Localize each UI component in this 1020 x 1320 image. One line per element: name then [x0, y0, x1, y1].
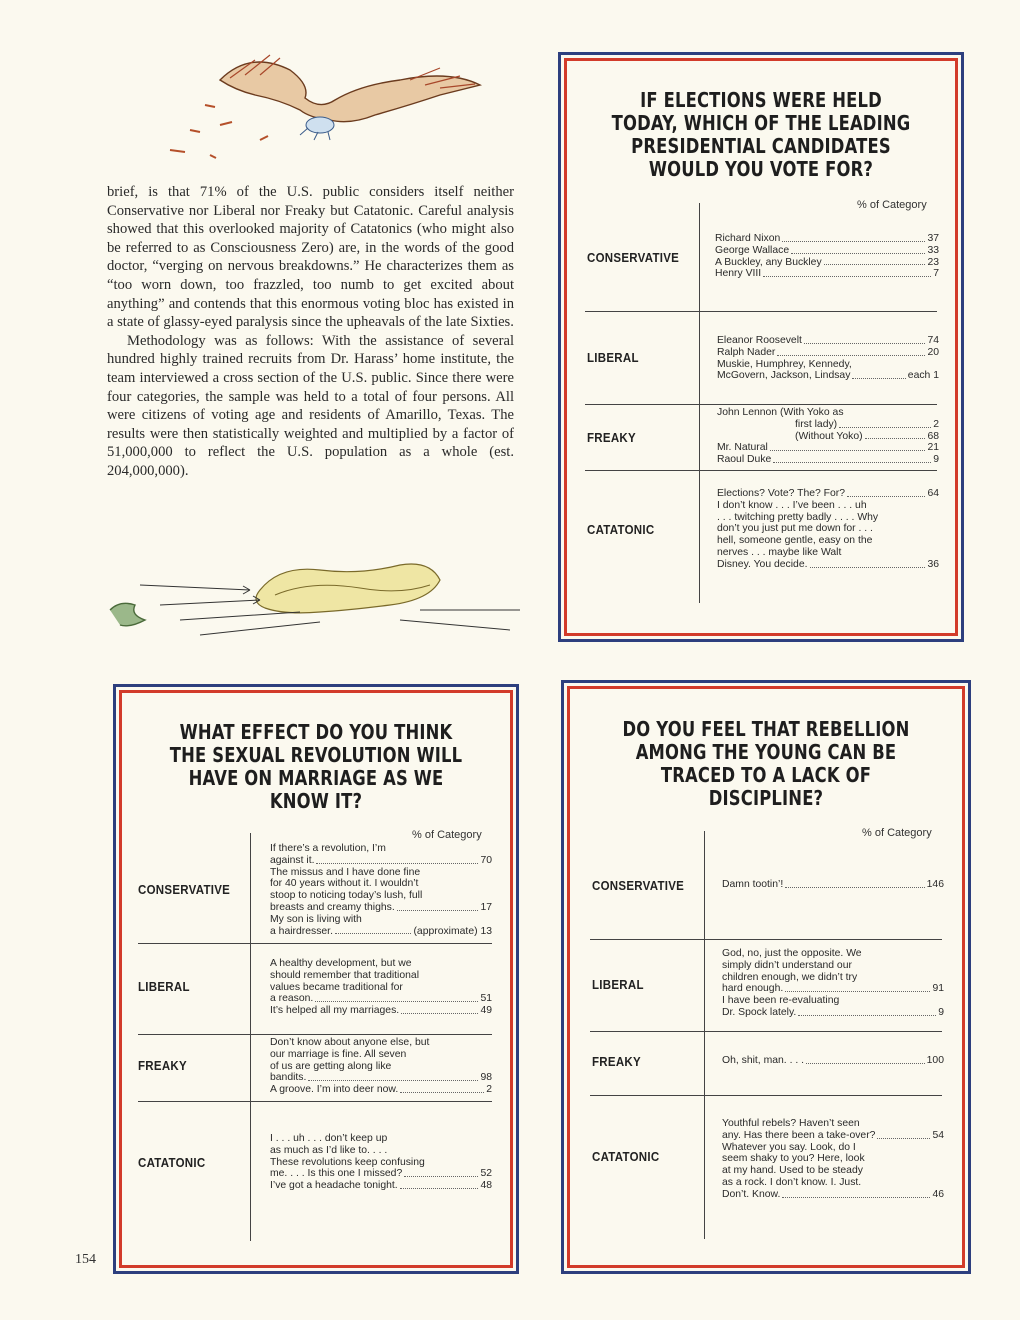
answer-percent: 37: [927, 233, 939, 244]
answer-row: at my hand. Used to be steady: [722, 1165, 863, 1177]
answers-catatonic: [717, 488, 939, 571]
category-label: CATATONIC: [138, 1156, 206, 1170]
answer-percent: 68: [927, 430, 939, 442]
answer-row: [722, 1130, 944, 1142]
pct-header: % of Category: [412, 829, 482, 841]
pct-header: % of Category: [857, 199, 927, 211]
category-label: CATATONIC: [587, 523, 655, 537]
answers-catatonic: [270, 1133, 492, 1192]
answer-row: [270, 1180, 492, 1192]
answer-row: nerves . . . maybe like Walt: [717, 546, 842, 558]
answer-row: [717, 442, 939, 454]
answer-label: a hairdresser.: [270, 925, 333, 937]
answer-row: [717, 488, 939, 500]
answer-row: [715, 245, 939, 257]
answer-row: [717, 335, 939, 347]
answer-label: Don’t. Know.: [722, 1188, 781, 1200]
article-paragraph: Methodology was as follows: With the assistance of several hundred highly trained recruits from Dr. Harass’ home institute, the team interviewed a cross section of the U.S. public. Since there were four categories, the sample was held to a total of four persons. All were citizens of voting age and residents of Amarillo, Texas. The results were then statistically weighted and multiplied by a factor of 51,000,000 to reflect the U.S. population as a whole (est. 204,000,000).: [107, 332, 514, 479]
answers-conservative: [715, 233, 939, 280]
answer-percent: 64: [927, 488, 939, 499]
answer-percent: 17: [480, 901, 492, 913]
answer-row: [722, 1007, 944, 1019]
answer-row: [270, 855, 492, 867]
answer-row: as much as I’d like to. . . .: [270, 1144, 388, 1156]
answer-label: first lady): [795, 418, 838, 430]
answer-label: George Wallace: [715, 244, 790, 256]
answers-liberal: [722, 948, 944, 1019]
answer-row: children enough, we didn’t try: [722, 971, 858, 983]
answer-row: of us are getting along like: [270, 1060, 392, 1072]
answer-row: values became traditional for: [270, 981, 403, 993]
answer-percent: 52: [480, 1168, 492, 1180]
answer-row: God, no, just the opposite. We: [722, 948, 862, 959]
answer-percent: 9: [938, 1006, 944, 1018]
eagle-illustration: [160, 40, 530, 170]
answers-catatonic: [722, 1118, 944, 1201]
category-label: CONSERVATIVE: [587, 251, 680, 265]
answers-conservative: [722, 879, 944, 891]
answer-label: Richard Nixon: [715, 233, 781, 244]
answer-row: [270, 1005, 492, 1017]
answer-percent: (approximate) 13: [413, 925, 492, 937]
answer-row: A healthy development, but we: [270, 958, 412, 969]
answer-label: any. Has there been a take-over?: [722, 1129, 876, 1141]
answer-row: If there’s a revolution, I’m: [270, 843, 386, 854]
answer-row: I have been re-evaluating: [722, 995, 840, 1007]
answer-row: [270, 1084, 492, 1096]
answer-label: Eleanor Roosevelt: [717, 335, 802, 346]
answer-percent: 70: [480, 854, 492, 866]
category-label: FREAKY: [587, 431, 636, 445]
category-label: CONSERVATIVE: [592, 879, 685, 893]
answer-row: don’t you just put me down for . . .: [717, 523, 873, 535]
answer-percent: each 1: [907, 370, 939, 382]
poll-elections: [558, 52, 964, 642]
answer-label: bandits.: [270, 1072, 307, 1084]
answer-label: It’s helped all my marriages.: [270, 1005, 400, 1017]
answer-label: Ralph Nader: [717, 346, 776, 358]
answer-row: [717, 559, 939, 571]
answer-row: [722, 1055, 944, 1067]
page-number: 154: [75, 1252, 96, 1267]
answer-row: [715, 233, 939, 245]
answer-row: stoop to noticing today’s lush, full: [270, 890, 423, 902]
article-text: [107, 183, 514, 481]
answer-row: seem shaky to you? Here, look: [722, 1153, 865, 1165]
answer-row: [270, 1072, 492, 1084]
answers-conservative: [270, 843, 492, 937]
answer-row: Youthful rebels? Haven’t seen: [722, 1118, 860, 1129]
answers-freaky: [270, 1037, 492, 1096]
category-label: CATATONIC: [592, 1150, 660, 1164]
answer-percent: 46: [932, 1188, 944, 1200]
answer-row: [717, 431, 939, 443]
answer-percent: 51: [480, 993, 492, 1005]
category-label: LIBERAL: [587, 351, 639, 365]
answer-row: These revolutions keep confusing: [270, 1156, 425, 1168]
answer-percent: 49: [480, 1005, 492, 1017]
answer-row: [717, 347, 939, 359]
answer-row: as a rock. I don’t know. I. Just.: [722, 1176, 862, 1188]
answer-row: hell, someone gentle, easy on the: [717, 535, 873, 547]
article-paragraph: brief, is that 71% of the U.S. public considers itself neither Conservative nor Liberal nor Freaky but Catatonic. Careful analysis showed that this overlooked majority of Catatonics (who might also be referred to as Consciousness Zero) are, in the words of the good doctor, “verging on nervous breakdowns.” He characterizes them as “too worn down, too frazzled, too numb to get excited about anything” and contends that this enormous voting bloc has existed in a state of glassy-eyed paralysis since the upheavals of the late Sixties.: [107, 184, 514, 331]
answer-row: for 40 years without it. I wouldn’t: [270, 878, 419, 890]
answer-label: Damn tootin’!: [722, 879, 784, 890]
answer-row: [722, 983, 944, 995]
poll-title: DO YOU FEEL THAT REBELLION AMONG THE YOUNG CAN BE TRACED TO A LACK OF DISCIPLINE?: [622, 717, 910, 810]
pct-header: % of Category: [862, 827, 932, 839]
answer-percent: 36: [927, 558, 939, 570]
category-label: CONSERVATIVE: [138, 883, 231, 897]
category-label: LIBERAL: [138, 980, 190, 994]
answer-percent: 7: [933, 268, 939, 280]
answer-label: Oh, shit, man. . . .: [722, 1055, 804, 1066]
category-label: FREAKY: [138, 1059, 187, 1073]
poll-title: IF ELECTIONS WERE HELD TODAY, WHICH OF THE LEADING PRESIDENTIAL CANDIDATES WOULD YOU VOTE FOR?: [611, 88, 911, 181]
answer-label: me. . . . Is this one I missed?: [270, 1168, 403, 1180]
answer-row: [722, 1189, 944, 1201]
answer-row: [270, 1168, 492, 1180]
poll-title: WHAT EFFECT DO YOU THINK THE SEXUAL REVOLUTION WILL HAVE ON MARRIAGE AS WE KNOW IT?: [169, 720, 463, 813]
answer-row: . . . twitching pretty badly . . . . Why: [717, 511, 879, 523]
answer-label: McGovern, Jackson, Lindsay: [717, 370, 851, 382]
answers-freaky: [717, 407, 939, 466]
answer-row: [270, 902, 492, 914]
answer-row: My son is living with: [270, 913, 362, 925]
poll-rebellion: [561, 680, 971, 1274]
answer-percent: 21: [927, 442, 939, 454]
answer-label: Raoul Duke: [717, 454, 772, 466]
category-label: FREAKY: [592, 1055, 641, 1069]
tangled-ribbon-illustration: [100, 550, 530, 650]
answer-percent: 98: [480, 1072, 492, 1084]
answer-percent: 100: [926, 1055, 944, 1066]
answer-row: [270, 926, 492, 938]
answer-row: [722, 879, 944, 891]
answer-percent: 9: [933, 454, 939, 466]
poll-sexual-revolution: [113, 684, 519, 1274]
answer-row: [715, 257, 939, 269]
answer-percent: 2: [486, 1084, 492, 1096]
answer-percent: 20: [927, 346, 939, 358]
answer-label: I’ve got a headache tonight.: [270, 1180, 398, 1192]
answer-row: Don’t know about anyone else, but: [270, 1037, 430, 1048]
answer-row: Muskie, Humphrey, Kennedy,: [717, 358, 852, 370]
answer-row: simply didn’t understand our: [722, 959, 852, 971]
answer-label: A groove. I’m into deer now.: [270, 1084, 399, 1096]
answer-label: against it.: [270, 854, 315, 866]
category-label: LIBERAL: [592, 978, 644, 992]
answer-label: hard enough.: [722, 983, 784, 995]
answers-freaky: [722, 1055, 944, 1067]
answer-percent: 91: [932, 983, 944, 995]
answer-percent: 74: [927, 335, 939, 346]
answer-label: (Without Yoko): [795, 430, 863, 442]
answer-label: Elections? Vote? The? For?: [717, 488, 846, 499]
answer-row: [717, 419, 939, 431]
answer-label: A Buckley, any Buckley: [715, 256, 822, 268]
answer-label: Disney. You decide.: [717, 558, 808, 570]
answer-row: I don’t know . . . I’ve been . . . uh: [717, 499, 867, 511]
answer-label: Mr. Natural: [717, 442, 768, 454]
answer-percent: 2: [933, 418, 939, 430]
answer-row: I . . . uh . . . don’t keep up: [270, 1133, 388, 1144]
answer-row: The missus and I have done fine: [270, 866, 421, 878]
answers-liberal: [717, 335, 939, 382]
answer-percent: 33: [927, 244, 939, 256]
answer-percent: 48: [480, 1180, 492, 1192]
answer-row: [717, 454, 939, 466]
answer-row: Whatever you say. Look, do I: [722, 1141, 856, 1153]
answer-label: Dr. Spock lately.: [722, 1006, 797, 1018]
answer-row: [715, 268, 939, 280]
answer-row: [270, 993, 492, 1005]
answer-row: John Lennon (With Yoko as: [717, 407, 844, 418]
answers-liberal: [270, 958, 492, 1017]
answer-percent: 54: [932, 1129, 944, 1141]
answer-percent: 146: [926, 879, 944, 890]
answer-label: a reason.: [270, 993, 314, 1005]
answer-percent: 23: [927, 256, 939, 268]
answer-row: our marriage is fine. All seven: [270, 1048, 407, 1060]
answer-row: [717, 370, 939, 382]
answer-row: should remember that traditional: [270, 969, 420, 981]
answer-label: Henry VIII: [715, 268, 762, 280]
answer-label: breasts and creamy thighs.: [270, 901, 395, 913]
